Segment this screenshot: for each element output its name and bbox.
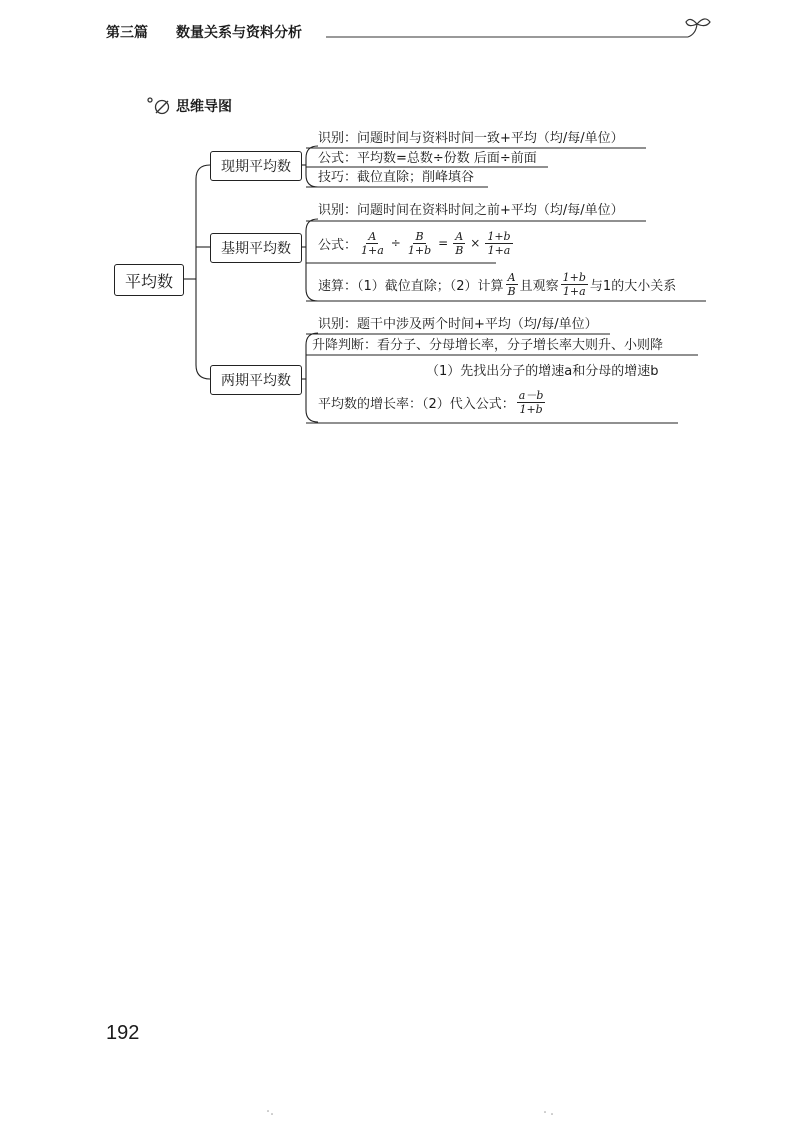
- branch-current-average: [210, 151, 302, 181]
- fraction: $\frac{A}{B}$: [455, 229, 464, 257]
- header-title: 数量关系与资料分析: [176, 25, 302, 41]
- fraction: $\frac{1+b}{1+a}$: [562, 270, 586, 298]
- fraction: $\frac{1+b}{1+a}$: [487, 229, 511, 257]
- footer-marks: [267, 1110, 553, 1115]
- growth-step1: （1）先找出分子的增速a和分母的增速b: [426, 364, 659, 379]
- quick-text-2: 且观察: [519, 278, 559, 294]
- section-title: 思维导图: [176, 99, 232, 115]
- fraction: $\frac{B}{1+b}$: [407, 229, 432, 257]
- fraction: $\frac{a-b}{1+b}$: [518, 388, 544, 416]
- leaf-quick-calc: [318, 267, 676, 301]
- branch-two-period-average: [210, 365, 302, 395]
- fraction: $\frac{A}{1+a}$: [361, 229, 384, 257]
- leaf-identify: 识别：问题时间与资料时间一致+平均（均/每/单位）: [318, 131, 624, 146]
- growth-prefix: 平均数的增长率：（2）代入公式：: [318, 396, 515, 412]
- fraction: $\frac{A}{B}$: [507, 270, 516, 298]
- times-sign: ×: [470, 236, 481, 250]
- branch-label: 基期平均数: [221, 241, 291, 257]
- leaf-growth-rate: [318, 384, 547, 420]
- header-part-label: 第三篇: [106, 25, 148, 41]
- leaf-judgement: 升降判断：看分子、分母增长率，分子增长率大则升、小则降: [312, 338, 664, 353]
- quick-text-1: 速算：（1）截位直除；（2）计算: [318, 278, 504, 294]
- branch-label: 两期平均数: [221, 373, 291, 389]
- branch-label: 现期平均数: [221, 159, 291, 175]
- leaf-identify: 识别：问题时间在资料时间之前+平均（均/每/单位）: [318, 203, 624, 218]
- branch-base-average: [210, 233, 302, 263]
- quick-text-3: 与1的大小关系: [589, 278, 677, 294]
- mindmap-root: [114, 264, 184, 296]
- leaf-formula: [318, 226, 515, 260]
- mindmap-icon: [148, 98, 169, 114]
- leaf-technique: 技巧：截位直除；削峰填谷: [318, 170, 475, 185]
- page-number: 192: [106, 1022, 140, 1044]
- root-label: 平均数: [124, 271, 173, 291]
- equals-sign: =: [438, 236, 449, 250]
- divide-sign: ÷: [390, 236, 401, 250]
- formula-prefix: 公式：: [318, 237, 358, 253]
- leaf-identify: 识别：题干中涉及两个时间+平均（均/每/单位）: [318, 317, 598, 332]
- sprout-icon: [686, 19, 710, 37]
- leaf-formula: 公式：平均数=总数÷份数 后面÷前面: [318, 151, 537, 166]
